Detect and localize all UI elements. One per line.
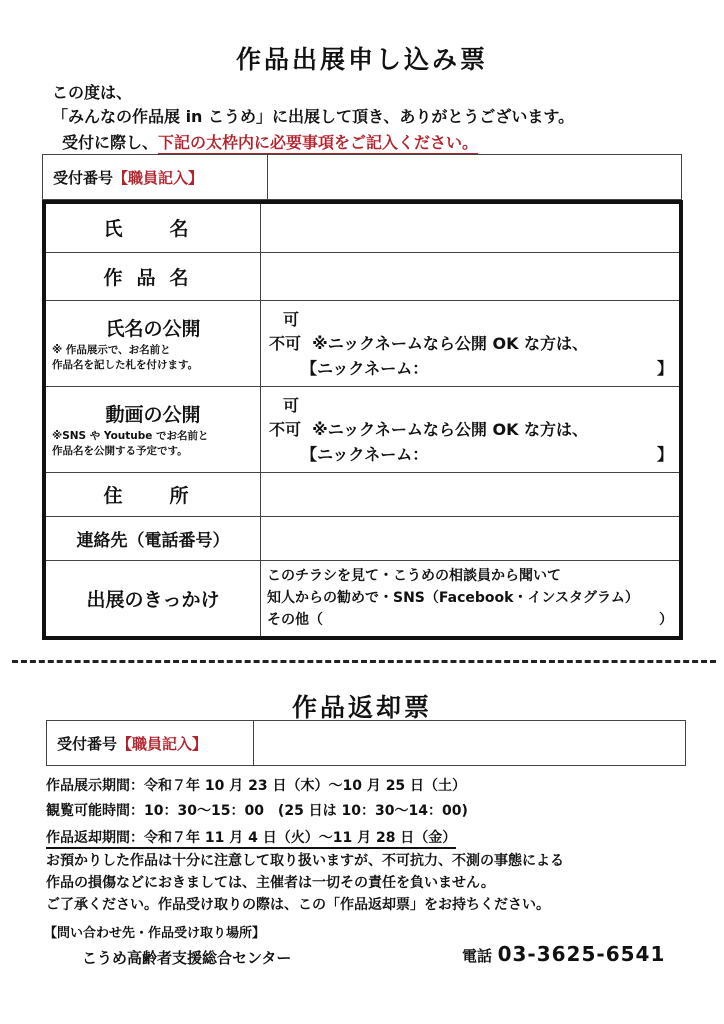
trigger-options bbox=[261, 560, 682, 638]
name-public-options bbox=[261, 300, 682, 386]
return-slip-title: 作品返却票 bbox=[291, 693, 432, 722]
contact-phone bbox=[462, 942, 665, 966]
video-public-nickname-field[interactable] bbox=[261, 442, 679, 465]
name-public-nickname-close: 】 bbox=[656, 358, 673, 378]
name-public-note-2: 作品名を記した札を付けます。 bbox=[52, 358, 199, 371]
intro-required-note: 下記の太枠内に必要事項をご記入ください。 bbox=[158, 133, 478, 155]
video-public-option-no[interactable]: 不可 bbox=[269, 419, 302, 439]
notice-line-3: ご了承ください。作品受け取りの際は、この「作品返却票」をお持ちください。 bbox=[46, 897, 550, 913]
trigger-other-field[interactable] bbox=[267, 609, 679, 631]
reception-label-cell bbox=[43, 155, 268, 200]
name-public-note-1: ※ 作品展示で、お名前と bbox=[52, 343, 171, 356]
intro-line-3-prefix: 受付に際し、 bbox=[62, 133, 159, 152]
staff-note: 【職員記入】 bbox=[113, 168, 204, 187]
name-public-option-no[interactable]: 不可 bbox=[269, 333, 302, 353]
exhibition-period: 作品展示期間：令和７年 10 月 23 日（木）～10 月 25 日（土） bbox=[46, 778, 467, 794]
video-public-label: 動画の公開 bbox=[105, 403, 201, 426]
video-public-nickname-open: 【ニックネーム： bbox=[301, 444, 429, 464]
form-title: 作品出展申し込み票 bbox=[235, 45, 488, 74]
video-public-options bbox=[261, 386, 682, 472]
video-public-note-1: ※SNS や Youtube でお名前と bbox=[52, 429, 209, 442]
reception-table bbox=[42, 154, 682, 200]
trigger-other-prefix: その他（ bbox=[267, 612, 323, 629]
intro-line-1: この度は、 bbox=[52, 83, 133, 102]
return-reception-number-field[interactable] bbox=[254, 721, 686, 766]
name-public-nickname-open: 【ニックネーム： bbox=[301, 358, 429, 378]
return-reception-label: 受付番号 bbox=[57, 734, 118, 753]
return-period bbox=[46, 827, 456, 847]
contact-heading: 【問い合わせ先・作品受け取り場所】 bbox=[44, 926, 266, 941]
trigger-option-line-2[interactable]: 知人からの勧めで・SNS（Facebook・インスタグラム） bbox=[267, 590, 639, 607]
address-field[interactable] bbox=[261, 472, 682, 516]
application-form-table bbox=[42, 200, 683, 640]
video-public-option-no-row bbox=[261, 418, 679, 442]
viewing-hours: 観覧可能時間：10：30～15：00 (25 日は 10：30～14：00) bbox=[46, 803, 468, 819]
return-reception-label-cell bbox=[47, 721, 254, 766]
name-field[interactable] bbox=[261, 202, 682, 252]
work-title-label-cell bbox=[44, 252, 261, 300]
name-label: 氏 名 bbox=[103, 218, 203, 241]
name-public-option-yes[interactable]: 可 bbox=[283, 309, 300, 329]
phone-prefix: 電話 bbox=[462, 947, 493, 965]
phone-number: 03-3625-6541 bbox=[497, 942, 666, 966]
reception-label: 受付番号 bbox=[53, 168, 114, 187]
video-public-note-2: 作品名を公開する予定です。 bbox=[52, 444, 188, 457]
work-title-field[interactable] bbox=[261, 252, 682, 300]
address-label: 住 所 bbox=[103, 484, 203, 507]
phone-field[interactable] bbox=[261, 516, 682, 560]
name-public-label-cell bbox=[44, 300, 261, 386]
reception-number-field[interactable] bbox=[268, 155, 682, 200]
name-public-nickname-field[interactable] bbox=[261, 356, 679, 379]
work-title-label: 作品名 bbox=[103, 266, 203, 289]
center-name: こうめ高齢者支援総合センター bbox=[82, 949, 292, 967]
video-public-nickname-note: ※ニックネームなら公開 OK な方は、 bbox=[312, 419, 589, 439]
name-public-option-no-row bbox=[261, 332, 679, 356]
trigger-option-line-1[interactable]: このチラシを見て・こうめの相談員から聞いて bbox=[267, 568, 561, 585]
phone-label-cell bbox=[44, 516, 261, 560]
intro-line-3 bbox=[62, 130, 478, 153]
name-public-nickname-note: ※ニックネームなら公開 OK な方は、 bbox=[312, 333, 589, 353]
notice-line-2: 作品の損傷などにおきましては、主催者は一切その責任を負いません。 bbox=[46, 875, 495, 891]
video-public-label-cell bbox=[44, 386, 261, 472]
trigger-other-suffix: ） bbox=[659, 612, 673, 629]
trigger-label-cell bbox=[44, 560, 261, 638]
return-reception-table bbox=[46, 720, 686, 766]
name-label-cell bbox=[44, 202, 261, 252]
return-period-text: 作品返却期間：令和７年 11 月 4 日（火）～11 月 28 日（金） bbox=[46, 830, 456, 849]
cut-line-divider bbox=[12, 660, 716, 663]
return-staff-note: 【職員記入】 bbox=[117, 734, 208, 753]
name-public-label: 氏名の公開 bbox=[105, 317, 201, 340]
notice-line-1: お預かりした作品は十分に注意して取り扱いますが、不可抗力、不測の事態による bbox=[46, 853, 564, 869]
address-label-cell bbox=[44, 472, 261, 516]
trigger-label: 出展のきっかけ bbox=[86, 588, 220, 611]
video-public-option-yes[interactable]: 可 bbox=[283, 395, 300, 415]
video-public-nickname-close: 】 bbox=[656, 444, 673, 464]
phone-label: 連絡先（電話番号） bbox=[76, 530, 230, 551]
intro-line-2: 「みんなの作品展 in こうめ」に出展して頂き、ありがとうございます。 bbox=[52, 107, 575, 126]
